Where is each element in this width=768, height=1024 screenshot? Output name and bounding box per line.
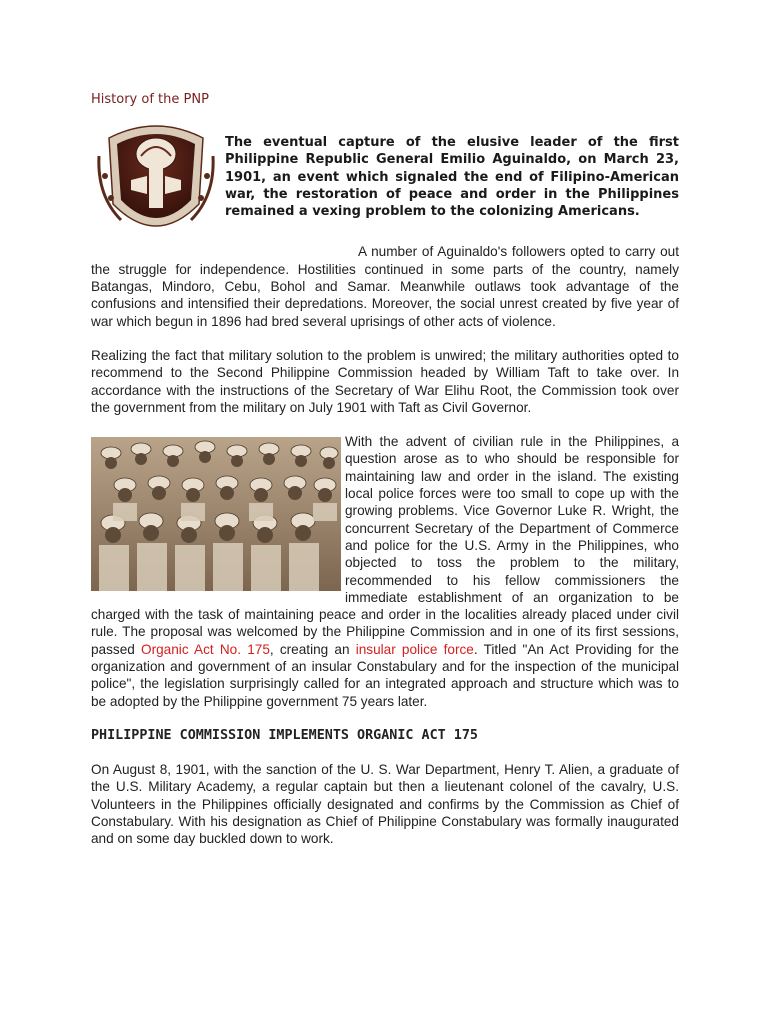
civilian-rule-text-2: , creating an [269,641,356,657]
civilian-rule-text-3: . Titled "An Act Providing for the organization and government of an insular Constabulary and for the inspection of the municipal police", the legislation surprisingly called for an integrated approach and structure which was to be adopted by the Philippine government 75 years later. [91,641,679,709]
document-page [91,92,679,847]
paragraph-commission: Realizing the fact that military solution to the problem is unwired; the military authorities opted to recommend to the Second Philippine Commission headed by William Taft to take over. In accordance with the instructions of the Secretary of War Elihu Root, the Commission took over the government from the military on July 1901 with Taft as Civil Governor. [91,347,679,415]
civilian-rule-text-1: With the advent of civilian rule in the Philippines, a question arose as to who should be responsible for maintaining law and order in the island. The existing local police forces were too small to cope up with the growing problems. Vice Governor Luke R. Wright, the concurrent Secretary of the Department of Commerce and police for the U.S. Army in the Philippines, who objected to toss the problem to the military, recommended to his fellow commissioners the immediate establishment of an organization to be charged with the task of maintaining peace and order in the localities already placed under civil rule. The proposal was welcomed by the Philippine Commission and in one of its first sessions, passed [91,434,679,657]
constabulary-group-photo [91,437,341,591]
lead-paragraph: The eventual capture of the elusive leader of the first Philippine Republic General Emilio Aguinaldo, on March 23, 1901, an event which signaled the end of Filipino-American war, the restoration of peace and order in the Philippines remained a vexing problem to the colonizing Americans. [225,135,679,220]
pnp-emblem-icon [91,116,221,246]
insular-police-force-link[interactable]: insular police force [355,641,474,657]
section-heading: PHILIPPINE COMMISSION IMPLEMENTS ORGANIC ACT 175 [91,727,478,743]
paragraph-august-1901: On August 8, 1901, with the sanction of the U. S. War Department, Henry T. Alien, a graduate of the U.S. Military Academy, a regular captain but then a lieutenant colonel of the cavalry, U.S. Volunteers in the Philippines officially designated and confirms by the Commission as Chief of Constabulary. With his designation as Chief of Philippine Constabulary was formally inaugurated and on some day buckled down to work. [91,761,679,847]
page-title: History of the PNP [91,92,209,107]
organic-act-175-link[interactable]: Organic Act No. 175 [141,641,270,657]
paragraph-followers: A number of Aguinaldo's followers opted to carry out the struggle for independence. Hostilities continued in some parts of the country, namely Batangas, Mindoro, Cebu, Bohol and Samar. Meanwhile outlaws took advantage of the confusions and intensified their depredations. Moreover, the social unrest created by five year of war which begun in 1896 had bred several uprisings of other acts of violence. [91,244,679,329]
